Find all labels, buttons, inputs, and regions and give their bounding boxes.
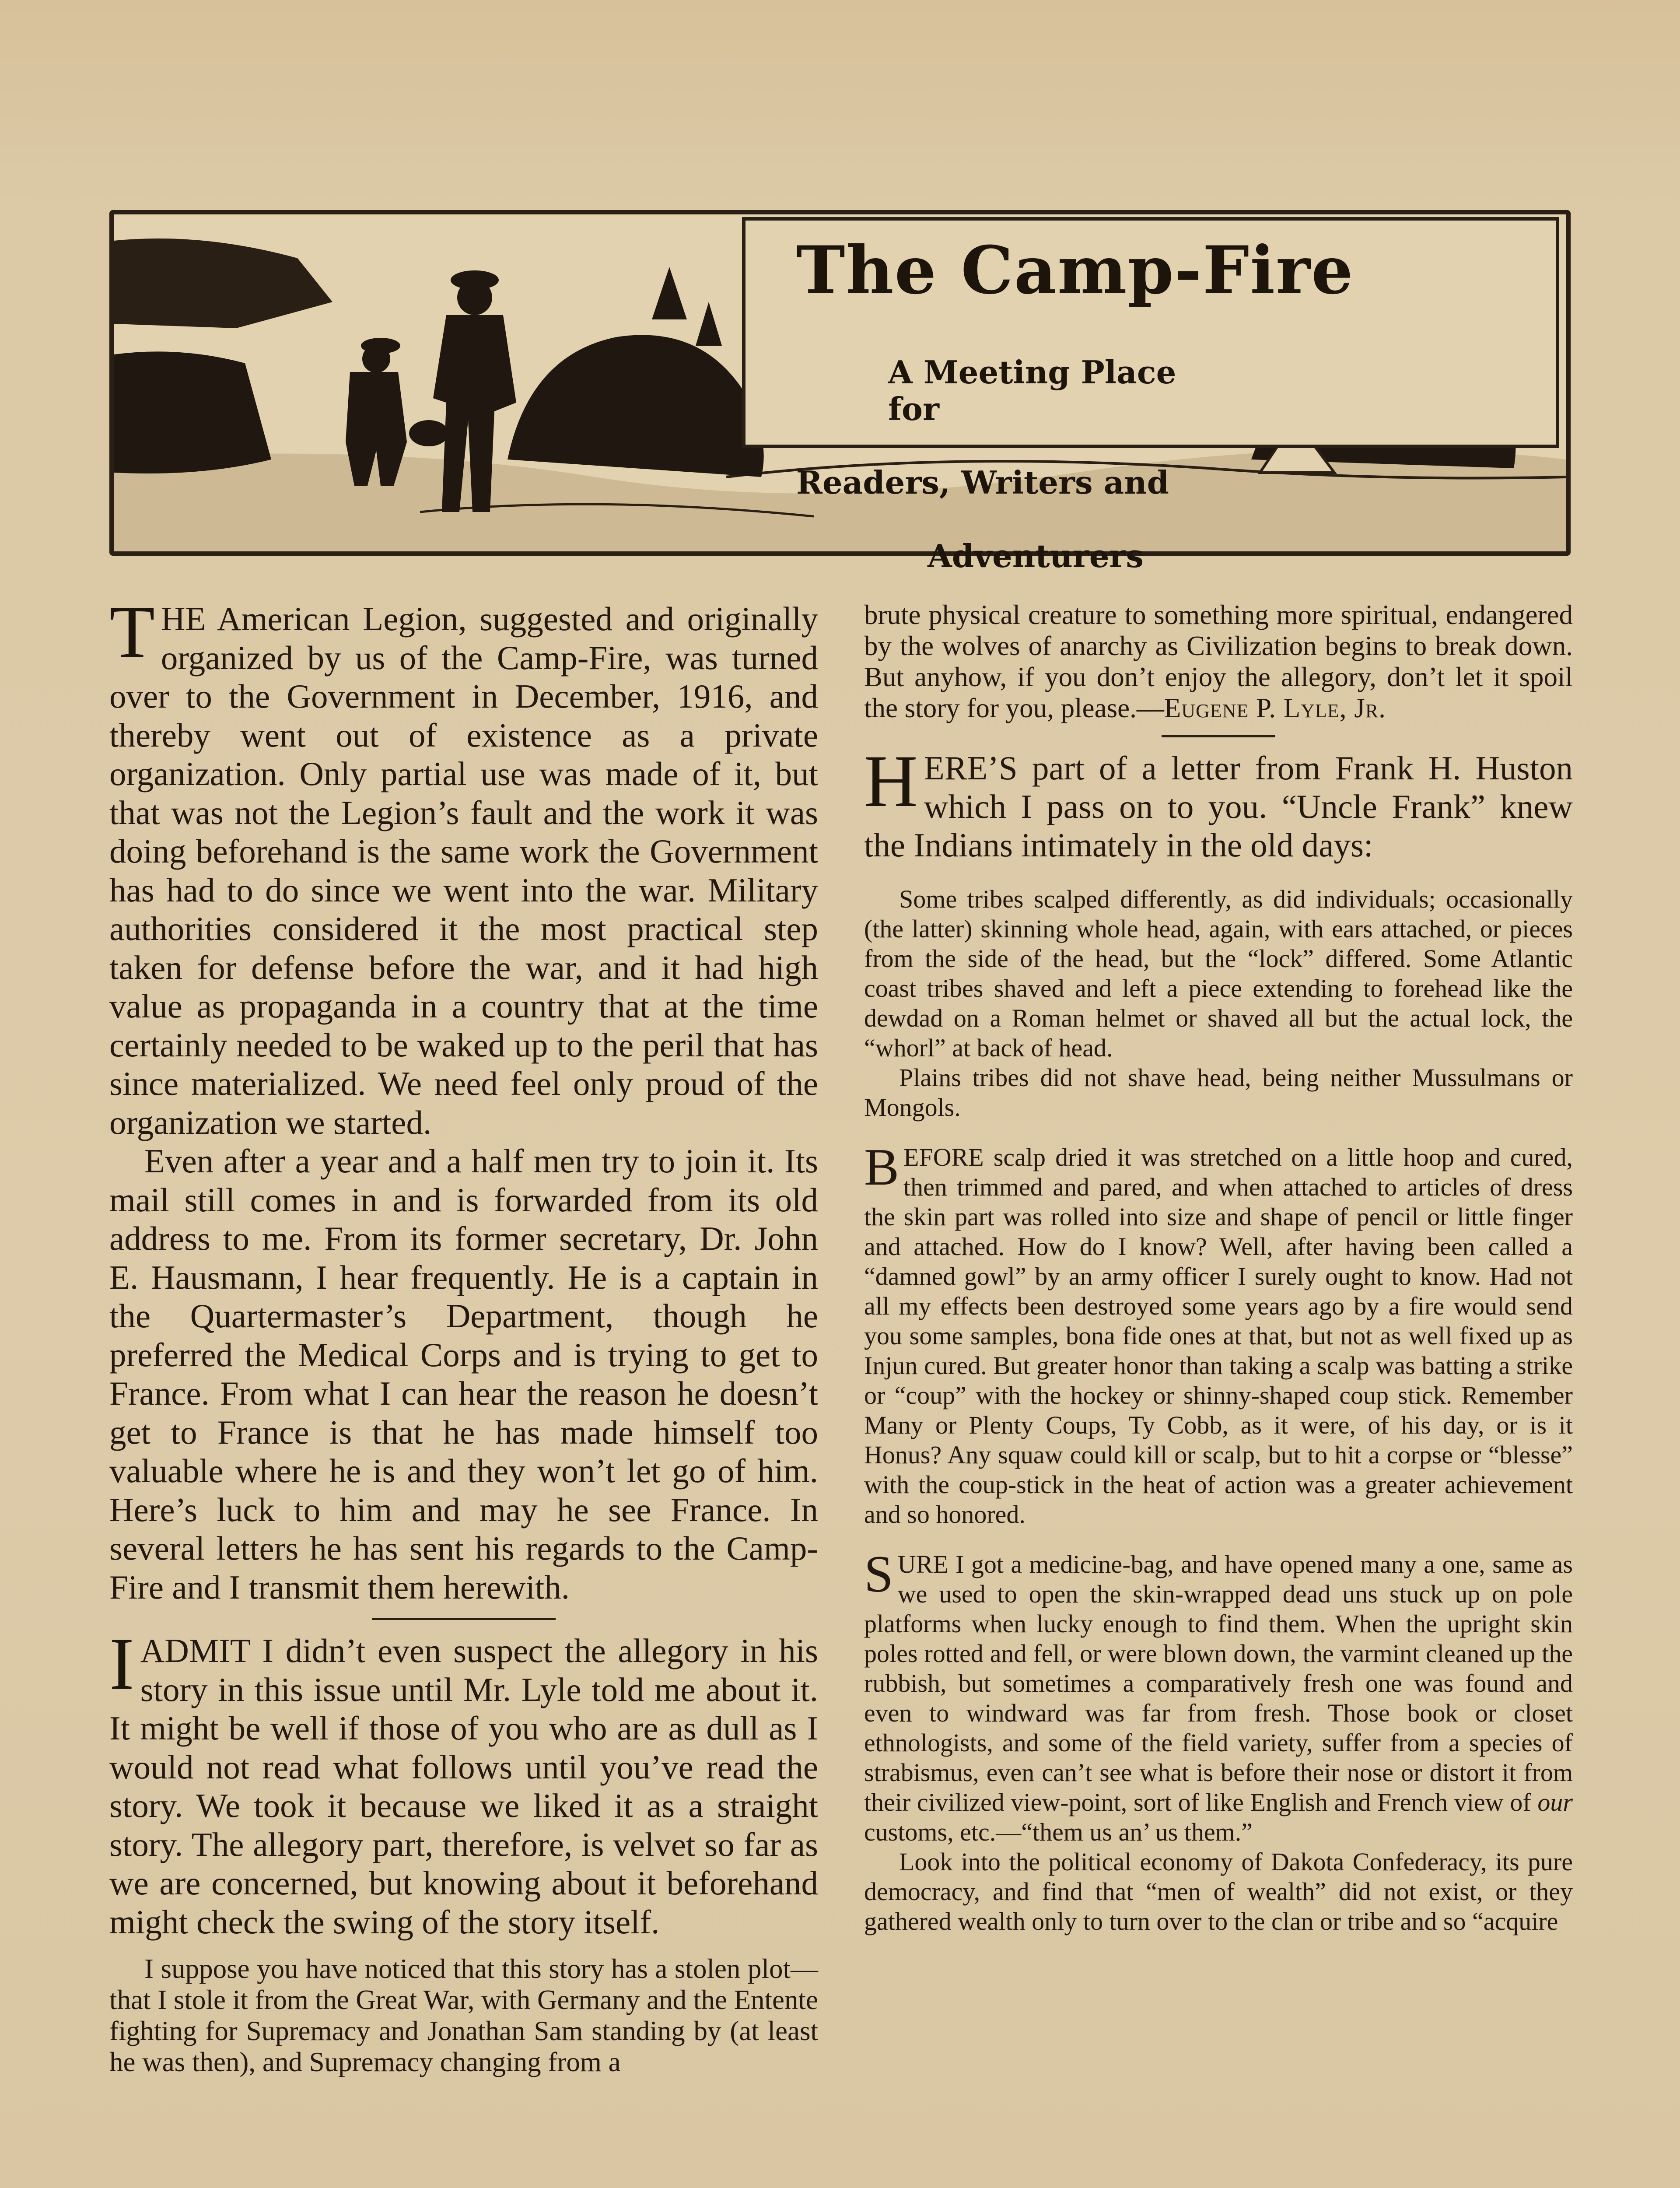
plains-paragraph: Plains tribes did not shave head, being neither Mussulmans or Mongols. <box>864 1063 1573 1122</box>
lyle-letter-end <box>864 600 1573 724</box>
drop-cap-s: S <box>864 1545 893 1603</box>
hausmann-paragraph: Even after a year and a half men try to join it. Its mail still comes in and is forwarded from its old address to me. From its former secretary, Dr. John E. Hausmann, I hear frequently. He is a captain in the Quartermaster’s Department, though he preferred the Medical Corps and is trying to get to France. From what I can hear the reason he doesn’t get to France is that he has made himself too valuable where he is and they won’t let go of him. Here’s luck to him and may he see France. In several letters he has sent his regards to the Camp-Fire and I transmit them herewith. <box>109 1142 818 1606</box>
section-divider <box>1162 735 1275 737</box>
medicine-bag-text-b: customs, etc.—“them us an’ us them.” <box>864 1818 1253 1846</box>
before-scalp-paragraph <box>864 1138 1573 1529</box>
drop-cap-i: I <box>109 1623 134 1705</box>
dakota-paragraph: Look into the political economy of Dakota Confederacy, its pure democracy, and find that “men of wealth” did not exist, or they gathered wealth only to turn over to the clan or tribe and so “acquire <box>864 1848 1573 1936</box>
medicine-bag-emphasis: our <box>1537 1788 1573 1816</box>
medicine-bag-text-a: URE I got a medicine-bag, and have opened many a one, same as we used to open the skin-wrapped dead uns stuck up on pole platforms when lucky enough to find them. When the upright skin poles rotted and fell, or were blown down, the varmint cleaned up the rubbish, but sometimes a comparatively fresh one was found and even to windward was far from fresh. Those book or closet ethnologists, and some of the field variety, suffer from a species of strabismus, even can’t see what is before their nose or distort it from their civilized view-point, sort of like English and French view of <box>864 1550 1573 1816</box>
drop-cap-b: B <box>864 1138 900 1196</box>
lyle-signature: Eugene P. Lyle, Jr. <box>1164 693 1386 723</box>
allegory-paragraph <box>109 1623 818 1941</box>
allegory-paragraph-text: ADMIT I didn’t even suspect the allegory in his story in this issue until Mr. Lyle told me about it. It might be well if those of you who are as dull as I would not read what follows until you’ve read the story. We took it because we liked it as a straight story. The allegory part, therefore, is velvet so far as we are concerned, but knowing about it beforehand might check the swing of the story itself. <box>109 1632 818 1941</box>
left-column <box>109 591 818 2078</box>
lyle-letter-end-text: brute physical creature to something more spiritual, endangered by the wolves of anarchy as Civilization begins to break down. But anyhow, if you don’t enjoy the allegory, don’t let it spoil the story for you, please.— <box>864 600 1573 723</box>
header-banner <box>109 210 1571 575</box>
section-divider <box>372 1618 556 1620</box>
drop-cap-t: T <box>109 591 155 673</box>
legion-paragraph <box>109 591 818 1142</box>
banner-subtitle-line2: Readers, Writers and <box>796 464 1169 501</box>
banner-subtitle <box>796 317 1234 611</box>
legion-paragraph-text: HE American Legion, suggested and originally organized by us of the Camp-Fire, was turned over to the Government in December, 1916, and thereby went out of existence as a private organization. Only partial use was made of it, but that was not the Legion’s fault and the work it was doing beforehand is the same work the Government has had to do since we went into the war. Military authorities considered it the most practical step taken for defense before the war, and it had high value as propaganda in a country that at the time certainly needed to be waked up to the peril that has since materialized. We need feel only proud of the organization we started. <box>109 600 818 1141</box>
banner-subtitle-line1: A Meeting Place for <box>888 354 1176 428</box>
right-column <box>864 600 1573 1936</box>
banner-title: The Camp-Fire <box>796 232 1354 309</box>
huston-intro <box>864 740 1573 864</box>
scalp-paragraph: Some tribes scalped differently, as did individuals; occasionally (the latter) skinning whole head, again, with ears attached, or pieces from the side of the head, but the “lock” differed. Some Atlantic coast tribes shaved and left a piece extending to forehead like the dewdad on a Roman helmet or shaved all but the actual lock, the “whorl” at back of head. <box>864 885 1573 1062</box>
before-scalp-text: EFORE scalp dried it was stretched on a little hoop and cured, then trimmed and pared, and when attached to articles of dress the skin part was rolled into size and shape of pencil or little finger and attached. How do I know? Well, after having been called a “damned gowl” by an army officer I surely ought to know. Had not all my effects been destroyed some years ago by a fire would send you some samples, bona fide ones at that, but not as well fixed up as Injun cured. But greater honor than taking a scalp was batting a strike or “coup” with the hockey or shinny-shaped coup stick. Remember Many or Plenty Coups, Ty Cobb, as it were, of his day, or is it Honus? Any squaw could kill or scalp, but to hit a corpse or “blesse” with the coup-stick in the heat of action was a greater achievement and so honored. <box>864 1143 1573 1529</box>
medicine-bag-paragraph <box>864 1545 1573 1847</box>
banner-subtitle-line3: Adventurers <box>928 537 1144 575</box>
drop-cap-h: H <box>864 740 918 822</box>
huston-intro-text: ERE’S part of a letter from Frank H. Huston which I pass on to you. “Uncle Frank” knew the Indians intimately in the old days: <box>864 749 1573 864</box>
lyle-letter-start: I suppose you have noticed that this story has a stolen plot—that I stole it from the Great War, with Germany and the Entente fighting for Supremacy and Jonathan Sam standing by (at least he was then), and Supremacy changing from a <box>109 1953 818 2077</box>
